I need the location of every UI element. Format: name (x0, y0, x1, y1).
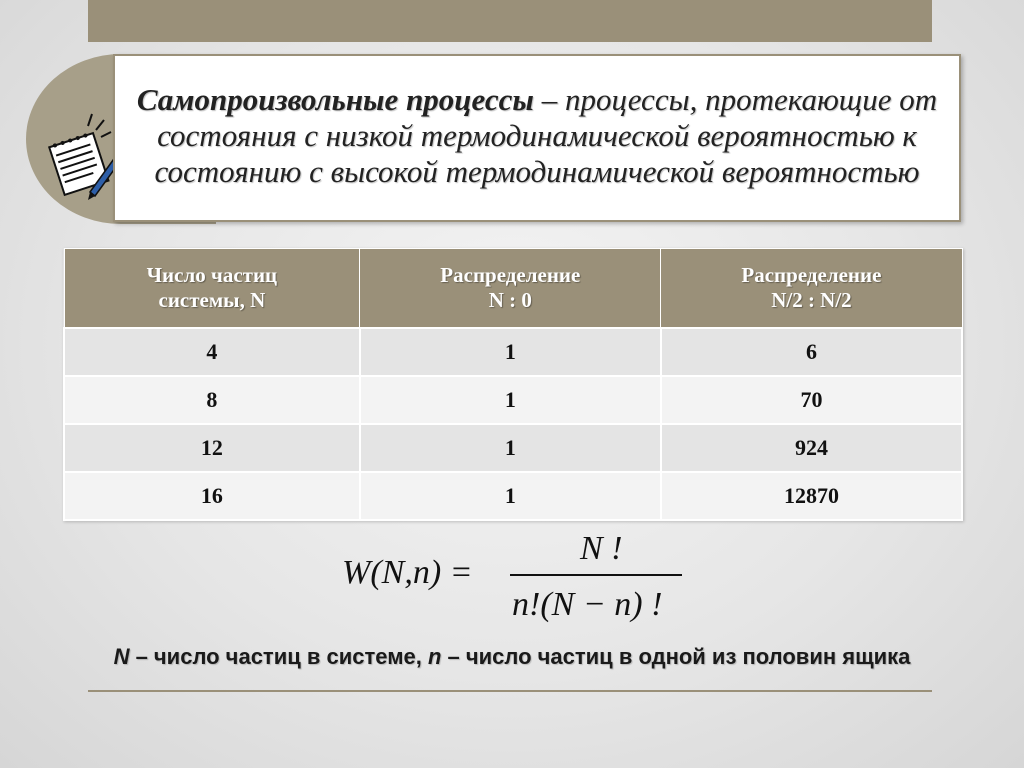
header-distribution-half (661, 249, 962, 329)
definition-box (113, 54, 961, 222)
table-header-row (64, 249, 962, 329)
table-cell: 6 (661, 328, 962, 376)
header-line: N/2 : N/2 (771, 288, 852, 312)
legend-var-n-lower: n (427, 644, 442, 669)
top-accent-bar (88, 0, 932, 42)
legend-var-n-upper: N (113, 644, 130, 669)
notepad-pen-icon (44, 112, 124, 202)
table-cell: 1 (360, 472, 661, 520)
table-cell: 12870 (661, 472, 962, 520)
formula-numerator: N ! (580, 530, 623, 567)
table-cell: 70 (661, 376, 962, 424)
formula-denominator: n!(N − n) ! (512, 586, 663, 623)
definition-term: Самопроизвольные процессы (136, 82, 534, 117)
table-cell: 8 (64, 376, 360, 424)
distribution-table (63, 248, 963, 521)
legend-text-1: – число частиц в системе, (129, 644, 428, 669)
header-line: системы, N (158, 288, 266, 312)
table-cell: 16 (64, 472, 360, 520)
variable-legend (0, 644, 1024, 670)
table-cell: 924 (661, 424, 962, 472)
table-cell: 1 (360, 376, 661, 424)
table-cell: 1 (360, 424, 661, 472)
table-cell: 4 (64, 328, 360, 376)
table-row (64, 376, 962, 424)
definition-text (115, 82, 959, 190)
table-row (64, 328, 962, 376)
table-cell: 1 (360, 328, 661, 376)
fraction-bar (510, 574, 682, 576)
header-distribution-n0 (360, 249, 661, 329)
header-line: Распределение (741, 263, 882, 287)
definition-body: – процессы, протекающие от состояния с низкой термодинамической вероятностью к состоянию с высокой термодинамической вероятностью (154, 82, 938, 189)
header-line: N : 0 (488, 288, 532, 312)
table-cell: 12 (64, 424, 360, 472)
legend-text-2: – число частиц в одной из половин ящика (441, 644, 911, 669)
header-line: Число частиц (146, 263, 278, 287)
header-particle-count (64, 249, 360, 329)
formula-lhs: W(N,n) = (342, 554, 473, 591)
probability-formula (330, 524, 700, 634)
table-row (64, 424, 962, 472)
table-row (64, 472, 962, 520)
bottom-divider (88, 690, 932, 692)
header-line: Распределение (440, 263, 581, 287)
